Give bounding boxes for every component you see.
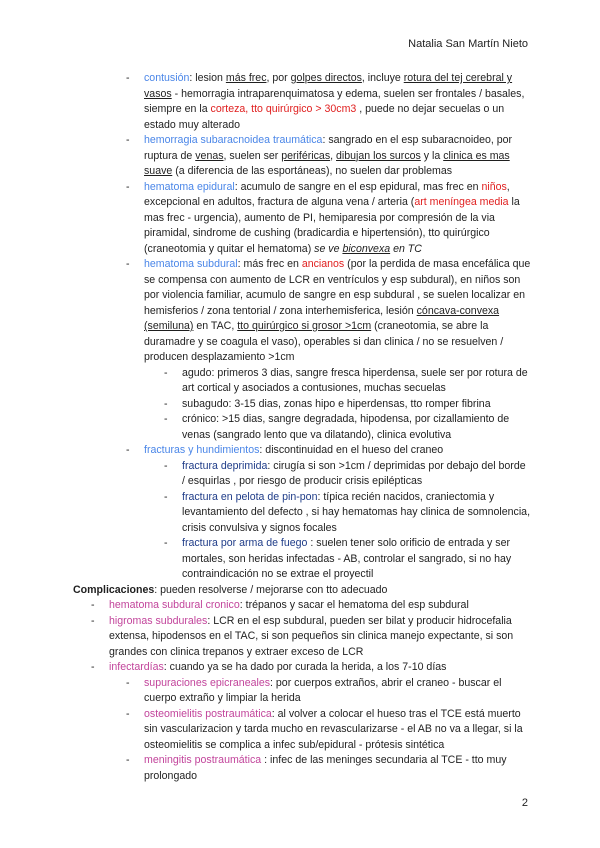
text-segment: dibujan los surcos (336, 149, 421, 162)
text-segment: supuraciones epicraneales (144, 676, 271, 689)
text-segment: : por cuerpos extraños, abrir el craneo - buscar el cuerpo extraño y limpiar la herida (144, 676, 502, 704)
list-item-cronico: - crónico: >15 dias, sangre degradada, hipodensa, por cizallamiento de venas (sangrado lento que va dilatando), clinica evolutiva (164, 413, 510, 441)
text-segment: venas (195, 149, 224, 162)
text-segment: : acumulo de sangre en el esp epidural, mas frec en (234, 180, 482, 193)
text-segment: niños (481, 180, 507, 193)
text-segment: : sangrado en el esp subaracnoideo, por ruptura de (144, 134, 513, 162)
text-segment: golpes directos (290, 72, 362, 84)
text-segment: hematoma subdural (144, 258, 238, 270)
list-item-hematoma-epidural: - hematoma epidural: acumulo de sangre en el esp epidural, mas frec en niños, excepcional en adultos, fractura de alguna vena / arteria (art meníngea media la mas frec - urgencia), aumento de PI, hemiparesia por compresión de la via piramidal, sindrome de cushing (bradicardia e hipertensión), tto quirúrgico (craneotomia y quitar el hematoma) se ve biconvexa en TC (126, 180, 520, 255)
text-segment: fractura por arma de fuego (182, 537, 308, 549)
list-item-osteomielitis: - osteomielitis postraumática: al volver a colocar el hueso tras el TCE está muerto sin vascularizacion y tarda mucho en revascularizarse - el AB no va a llegar, si la osteomielitis se complica a infec sub/epidural - prótesis sintética (126, 707, 523, 751)
text-segment: hematoma subdural cronico (109, 599, 240, 611)
text-segment: subagudo: 3-15 dias, zonas hipo e hiperdensas, tto romper fibrina (182, 397, 491, 410)
list-item-supuraciones: - supuraciones epicraneales: por cuerpos extraños, abrir el craneo - buscar el cuerpo extraño y limpiar la herida (126, 676, 502, 704)
text-segment: en TAC, (193, 320, 238, 332)
text-segment: : pueden resolverse / mejorarse con tto adecuado (154, 583, 388, 596)
text-segment: higromas subdurales (109, 614, 208, 627)
text-segment: , incluye (361, 72, 404, 84)
list-item-agudo: - agudo: primeros 3 dias, sangre fresca hiperdensa, suele ser por rotura de art cortical y asociados a contusiones, muchas secuelas (164, 366, 528, 394)
text-segment: fracturas y hundimientos (144, 444, 260, 456)
section-heading-complicaciones (73, 583, 531, 599)
text-segment: osteomielitis postraumática (144, 707, 272, 720)
text-segment: cóncava-convexa (semiluna) (144, 304, 500, 332)
text-segment: Complicaciones (73, 583, 155, 596)
list-item-fracturas: - fracturas y hundimientos: discontinuidad en el hueso del craneo (126, 444, 444, 456)
text-segment: : suelen tener solo orificio de entrada y ser mortales, son heridas infectadas - AB, controlar el sangrado, si no hay contraindicación no se extrae el proyectil (182, 537, 512, 580)
text-segment: : trépanos y sacar el hematoma del esp subdural (239, 599, 469, 611)
text-segment: más frec (225, 72, 267, 84)
text-segment: , suelen ser (223, 149, 282, 162)
list-item-fractura-pin-pon: - fractura en pelota de pin-pon: típica recién nacidos, craniectomia y levantamiento del defecto , si hay hematomas hay clinica de somnolencia, crisis convulsiva y signos focales (164, 490, 531, 534)
text-segment: crónico: >15 dias, sangre degradada, hipodensa, por cizallamiento de venas (sangrado lento que va dilatando), clinica evolutiva (182, 413, 510, 441)
text-segment: : típica recién nacidos, craniectomia y levantamiento del defecto , si hay hematomas hay clinica de somnolencia, crisis convulsiva y signos focales (182, 490, 531, 534)
list-item-subagudo: - subagudo: 3-15 dias, zonas hipo e hiperdensas, tto romper fibrina (164, 397, 491, 410)
text-segment: y la (420, 149, 444, 162)
text-segment: - hemorragia intraparenquimatosa y edema, suelen ser frontales / basales, siempre en la (144, 87, 525, 115)
list-item-contusion: - contusión: lesion más frec, por golpes directos, incluye rotura del tej cerebral y vasos - hemorragia intraparenquimatosa y edema, suelen ser frontales / basales, siempre en la corteza, tto quirúrgico > 30cm3 , puede no dejar secuelas o un estado muy alterado (126, 72, 525, 131)
text-segment: hematoma epidural (144, 180, 235, 193)
text-segment: : cirugía si son >1cm / deprimidas por debajo del borde / esquirlas , por riesgo de producir crisis epilépticas (182, 459, 526, 487)
text-segment: rotura del tej cerebral y vasos (144, 72, 513, 100)
text-segment: agudo: primeros 3 dias, sangre fresca hiperdensa, suele ser por rotura de art cortical y asociados a contusiones, muchas secuelas (182, 366, 528, 394)
text-segment: fractura en pelota de pin-pon (182, 490, 318, 503)
text-segment: corteza, tto quirúrgico > 30cm3 (210, 103, 357, 115)
text-segment: fractura deprimida (182, 459, 268, 472)
text-segment: hemorragia subaracnoidea traumática (144, 134, 323, 146)
text-segment: ancianos (301, 258, 345, 270)
text-segment: contusión (144, 72, 190, 84)
text-segment: (craneotomia, se abre la duramadre y se coagula el vaso), operables si dan clinica / no se resuelven / producen desplazamiento >1cm (144, 320, 504, 363)
page-number: 2 (521, 797, 528, 809)
list-item-meningitis: - meningitis postraumática : infec de las meninges secundaria al TCE - tto muy prolongado (126, 754, 507, 782)
list-item-infectardias: - infectardías: cuando ya se ha dado por curada la herida, a los 7-10 días (91, 661, 447, 673)
text-segment: art meníngea media (414, 196, 509, 208)
text-segment: : lesion (189, 72, 226, 84)
list-item-hematoma-subdural: - hematoma subdural: más frec en ancianos (por la perdida de masa encefálica que se compensa con aumento de LCR en ventrículos y esp subdural), en niños son por violencia familiar, acumulo de sangre en esp subdural , se suelen localizar en hemisferios / zona tentorial / zona interhemisferica, lesión cóncava-convexa (semiluna) en TAC, tto quirúrgico si grosor >1cm (craneotomia, se abre la duramadre y se coagula el vaso), operables si dan clinica / no se resuelven / producen desplazamiento >1cm (126, 258, 531, 363)
text-segment: : LCR en el esp subdural, pueden ser bilat y producir hidrocefalia extensa, hipodensos en el TAC, si son pequeños sin clinica manejo expectante, si son grandes con clinica trepanos y extraer exceso de LCR (109, 614, 514, 658)
text-segment: (por la perdida de masa encefálica que se compensa con aumento de LCR en ventrículos y esp subdural), en niños son por violencia familiar, acumulo de sangre en esp subdural , se suelen localizar en hemisferios / zona tentorial / zona interhemisferica, lesión (144, 258, 531, 317)
page-header-author: Natalia San Martín Nieto (408, 38, 528, 50)
text-segment: , excepcional en adultos, fractura de alguna vena / arteria ( (144, 180, 510, 208)
text-segment: se ve (314, 242, 343, 255)
text-segment: , puede no dejar secuelas o un estado muy alterado (144, 103, 505, 131)
text-segment: : discontinuidad en el hueso del craneo (259, 444, 444, 456)
text-segment: : al volver a colocar el hueso tras el TCE está muerto sin vascularizacion y tarda mucho en revascularizarse - el AB no va a llegar, si la osteomielitis se complica a infec sub/epidural - prótesis sintética (144, 707, 523, 751)
text-segment: infectardías (109, 661, 164, 673)
text-segment: , (330, 149, 337, 162)
list-item-fractura-deprimida: - fractura deprimida: cirugía si son >1cm / deprimidas por debajo del borde / esquirlas , por riesgo de producir crisis epilépticas (164, 459, 526, 487)
text-segment: , por (266, 72, 291, 84)
text-segment: : infec de las meninges secundaria al TCE - tto muy prolongado (144, 754, 507, 782)
text-segment: biconvexa (342, 242, 391, 255)
list-item-hematoma-subdural-cronico: - hematoma subdural cronico: trépanos y sacar el hematoma del esp subdural (91, 599, 469, 611)
text-segment: : cuando ya se ha dado por curada la herida, a los 7-10 días (163, 661, 447, 673)
text-segment: meningitis postraumática (144, 754, 262, 766)
text-segment: clinica es mas suave (144, 149, 510, 177)
document-body (73, 71, 531, 784)
text-segment: periféricas (281, 149, 331, 162)
list-item-hemorragia-subaracnoidea: - hemorragia subaracnoidea traumática: sangrado en el esp subaracnoideo, por ruptura de venas, suelen ser periféricas, dibujan los surcos y la clinica es mas suave (a diferencia de las esportáneas), no suelen dar problemas (126, 134, 513, 177)
list-item-higromas: - higromas subdurales: LCR en el esp subdural, pueden ser bilat y producir hidrocefalia extensa, hipodensos en el TAC, si son pequeños sin clinica manejo expectante, si son grandes con clinica trepanos y extraer exceso de LCR (91, 614, 514, 658)
list-item-fractura-arma-fuego: - fractura por arma de fuego : suelen tener solo orificio de entrada y ser mortales, son heridas infectadas - AB, controlar el sangrado, si no hay contraindicación no se extrae el proyectil (164, 537, 512, 580)
text-segment: : más frec en (237, 258, 302, 270)
text-segment: (a diferencia de las esportáneas), no suelen dar problemas (172, 165, 453, 177)
text-segment: la mas frec - urgencia), aumento de PI, hemiparesia por compresión de la via piramidal, sindrome de cushing (bradicardia e hipertensión), tto quirúrgico (craneotomia y quitar el hematoma) (144, 196, 520, 255)
text-segment: tto quirúrgico si grosor >1cm (237, 320, 372, 332)
text-segment: en TC (390, 242, 422, 255)
